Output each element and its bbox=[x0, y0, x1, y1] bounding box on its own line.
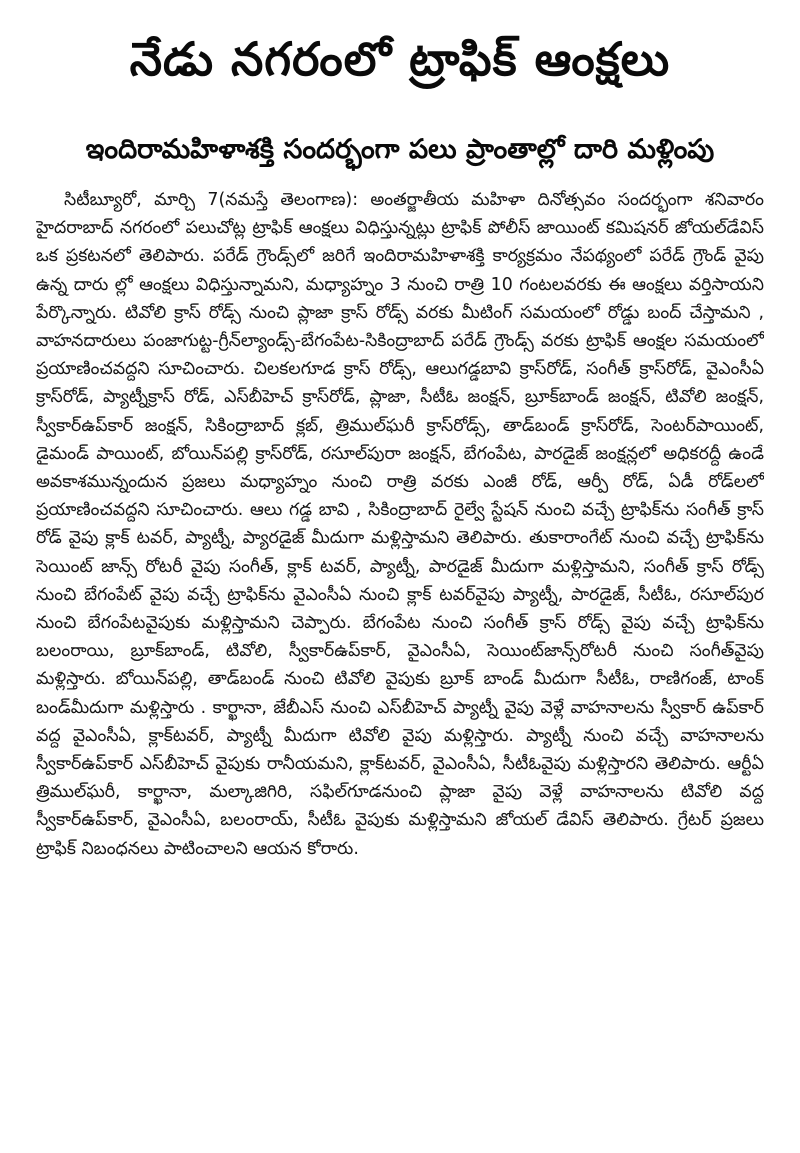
article-body: సిటీబ్యూరో, మార్చి 7(నమస్తే తెలంగాణ): అంతర్జాతీయ మహిళా దినోత్సవం సందర్భంగా శనివారం హైదరాబాద్ నగరంలో పలుచోట్ల ట్రాఫిక్ ఆంక్షలు విధిస్తున్నట్లు ట్రాఫిక్ పోలీస్ జాయింట్ కమిషనర్ జోయల్‌డేవిస్ ఒక ప్రకటనలో తెలిపారు. పరేడ్ గ్రౌండ్స్‌లో జరిగే ఇందిరామహిళాశక్తి కార్యక్రమం నేపథ్యంలో పరేడ్ గ్రౌండ్ వైపు ఉన్న దారు ల్లో ఆంక్షలు విధిస్తున్నామని, మధ్యాహ్నం 3 నుంచి రాత్రి 10 గంటలవరకు ఈ ఆంక్షలు వర్తిసాయని పేర్కొన్నారు. టివోలి క్రాస్ రోడ్స్ నుంచి ప్లాజా క్రాస్ రోడ్స్ వరకు మీటింగ్ సమయంలో రోడ్డు బంద్ చేస్తామని , వాహనదారులు పంజాగుట్ట-గ్రీన్‌ల్యాండ్స్-బేగంపేట-సికింద్రాబాద్ పరేడ్ గ్రౌండ్స్ వరకు ట్రాఫిక్ ఆంక్షల సమయంలో ప్రయాణించవద్దని సూచించారు. చిలకలగూడ క్రాస్ రోడ్స్, ఆలుగడ్డబావి క్రాస్‌రోడ్, సంగీత్ క్రాస్‌రోడ్, వైఎంసీఏ క్రాస్‌రోడ్, ప్యాట్నీక్రాస్ రోడ్, ఎస్‌బీహెచ్ క్రాస్‌రోడ్, ప్లాజా, సీటీఓ జంక్షన్, బ్రూక్‌బాండ్ జంక్షన్, టివోలి జంక్షన్, స్వీకార్‌ఉప్‌కార్ జంక్షన్, సికింద్రాబాద్ క్లబ్, త్రిముల్‌ఘరీ క్రాస్‌రోడ్స్, తాడ్‌బండ్ క్రాస్‌రోడ్, సెంటర్‌పాయింట్, డైమండ్ పాయింట్, బోయిన్‌పల్లి క్రాస్‌రోడ్, రసూల్‌పురా జంక్షన్, బేగంపేట, పారడైజ్ జంక్షన్లలో అధికరద్దీ ఉండే అవకాశమున్నందున ప్రజలు మధ్యాహ్నం నుంచి రాత్రి వరకు ఎంజీ రోడ్, ఆర్పీ రోడ్, ఏడీ రోడ్‌లలో ప్రయాణించవద్దని సూచించారు. ఆలు గడ్డ బావి , సికింద్రాబాద్ రైల్వే స్టేషన్ నుంచి వచ్చే ట్రాఫిక్‌ను సంగీత్ క్రాస్ రోడ్ వైపు క్లాక్ టవర్, ప్యాట్నీ, ప్యారడైజ్ మీదుగా మళ్లిస్తామని తెలిపారు. తుకారాంగేట్ నుంచి వచ్చే ట్రాఫిక్‌ను సెయింట్ జాన్స్ రోటరీ వైపు సంగీత్, క్లాక్ టవర్, ప్యాట్నీ, పారడైజ్ మీదుగా మళ్లిస్తామని, సంగీత్ క్రాస్ రోడ్స్ నుంచి బేగంపేట్ వైపు వచ్చే ట్రాఫిక్‌ను వైఎంసీఏ నుంచి క్లాక్ టవర్‌వైపు ప్యాట్నీ, పారడైజ్, సీటీఓ, రసూల్‌పుర నుంచి బేగంపేటవైపుకు మళ్లిస్తామని చెప్పారు. బేగంపేట నుంచి సంగీత్ క్రాస్ రోడ్స్ వైపు వచ్చే ట్రాఫిక్‌ను బలంరాయి, బ్రూక్‌బాండ్, టివోలి, స్వీకార్‌ఉప్‌కార్, వైఎంసీఏ, సెయింట్‌జాన్స్‌రోటరీ నుంచి సంగీత్‌వైపు మళ్లిస్తారు. బోయిన్‌పల్లి, తాడ్‌బండ్ నుంచి టివోలి వైపుకు బ్రూక్ బాండ్ మీదుగా సీటీఓ, రాణిగంజ్, టాంక్ బండ్‌మీదుగా మళ్లిస్తారు . కార్ఖానా, జేబీఎస్ నుంచి ఎస్‌బీహెచ్ ప్యాట్నీ వైపు వెళ్లే వాహనాలను స్వీకార్ ఉప్‌కార్ వద్ద వైఎంసీఏ, క్లాక్‌టవర్, ప్యాట్నీ మీదుగా టివోలి వైపు మళ్లిస్తారు. ప్యాట్నీ నుంచి వచ్చే వాహనాలను స్వీకార్‌ఉప్‌కార్ ఎస్‌బీహెచ్ వైపుకు రానీయమని, క్లాక్‌టవర్, వైఎంసీఏ, సీటీఓవైపు మళ్లిస్తారని తెలిపారు. ఆర్టీఏ త్రిముల్‌ఘరీ, కార్ఖానా, మల్కాజిగిరి, సఫిల్‌గూడనుంచి ప్లాజా వైపు వెళ్లే వాహనాలను టివోలి వద్ద స్వీకార్‌ఉప్‌కార్, వైఎంసీఏ, బలంరాయ్, సీటీఓ వైపుకు మళ్లిస్తామని జోయల్ డేవిస్ తెలిపారు. గ్రేటర్ ప్రజలు ట్రాఫిక్ నిబంధనలు పాటించాలని ఆయన కోరారు. bbox=[36, 190, 764, 859]
headline: నేడు నగరంలో ట్రాఫిక్ ఆంక్షలు bbox=[129, 32, 671, 86]
subheadline: ఇందిరామహిళాశక్తి సందర్భంగా పలు ప్రాంతాల్లో దారి మళ్లింపు bbox=[85, 134, 715, 165]
